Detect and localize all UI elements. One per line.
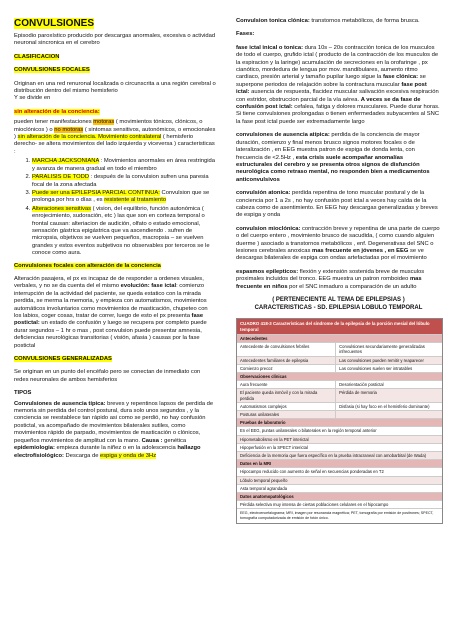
generalizadas-paragraph: Se originan en un punto del encéfalo pero se conectan de inmediato con redes neuronales de ambos hemisferios xyxy=(14,369,201,383)
clasificacion-heading: CLASIFICACION xyxy=(14,53,60,60)
table-row: Hipoperfusión en la SPECT interictal xyxy=(237,443,442,451)
table-row: Deficiencia de la memoria que fuera específico en la prueba intracraneal con amobarbital (de Wada) xyxy=(237,451,442,459)
table-row: El paciente queda inmóvil y con la mirada perdida Pérdida de memoria xyxy=(237,388,442,401)
table-section: Datos en la MRI xyxy=(237,459,442,467)
table-section: Pruebas de laboratorio xyxy=(237,418,442,426)
table-row: Antecedentes familiares de epilepsia Las convulsiones pueden remitir y reaparecer xyxy=(237,356,442,364)
con-alteracion-heading: Convulsiones focales con alteración de la conciencia xyxy=(14,262,161,269)
table-title: CUADRO 418-3 Características del síndrome de la epilepsia de la porción mesial del lóbulo temporal xyxy=(237,319,442,334)
fases-paragraph: fase ictal inical o tonica: dura 10s – 20s contracción tonica de los musculos de todo el cuerpo, grufido ictal ( producto de la contracción de los musculos de la espiracion y la laringe) acumulación de secreciones en la orofaringe , px cianótico, mordedura de lengua por mov. mandibulares, aumento ritmo cardiaco, presión arterial y tamaño pupilar luego sigue la fase clónica: se superpone periodos de relajación sobre la contractura muscular fase post ictal: ausencia de respuesta, flacidez muscular salivación excesiva respiración con estridor, obstruccion parcial de la vía aérea. A veces se da fase de confusión post ictal: cefalea, fatiga y dolores musculares. Puede durar horas. Si tiene convulsiones prolongadas o tienen enfermedades subyacentes al SNC la fase post ictal puede ser extremadamente largo xyxy=(236,44,440,125)
table-row: Pérdida selectiva muy intensa de ciertas poblaciones celulares en el hipocampo xyxy=(237,500,442,508)
table-row: Antecedente de convulsiones febriles Convulsiones secundariamente generalizadas infrecuentes xyxy=(237,342,442,355)
espasmos-paragraph: espasmos epilepticos: flexión y extensión sostenida breve de musculos proximales incluidos del tronco. EEG muestra un patron romboideo mas frecuente en niños por el SNC inmaduro a comparación de un adulto xyxy=(236,268,425,290)
list-item: 2. PARALISIS DE TODD : después de la convulsion sufren una paresia focal de la zona afectada xyxy=(32,174,216,189)
table-row: Asta temporal agrandada xyxy=(237,484,442,492)
table-row: Lóbulo temporal pequeño xyxy=(237,476,442,484)
list-item: 4. Alteraciones sensitivas ( vision, del equilibrio, función autonómica ( enrojecimiento, sudoración, etc ) las que son en corteza temporal o frontal causan: alteriacion de audición, olfato o estado emocional, sensación gástrica epigástrica que va ascendiendo . sufren de micropsia, objetivos se vuelven pequeños, macropsia – se vuelven grandes y estos eventos subjetivos no observables por terceros se le conoce como aura. xyxy=(32,206,216,258)
sin-alteracion-heading: sin alteración de la conciencia: xyxy=(14,108,100,115)
atonica-paragraph: convulsión atonica: perdida repentina de tono muscular postural y de la conciencia por 1 a 2s , no hay confusión post ictal a veces hay caída de la cabeza como de asentimiento. En EEG hay descargas generalizadas y breves de espiga y onda xyxy=(236,190,438,219)
right-column xyxy=(236,18,441,524)
focales-paragraph: Originan en una red renuronal localizada o circunscrita a una región cerebral o distribución dentro del mismo hemisferio xyxy=(14,80,216,95)
ausencia-paragraph: Convulsiones de ausencia típica: breves y repentinos lapsos de perdida de memoria sin perdida del control postural, dura solo unos segundos , y la conciencia se reestablece tan rápido asi como se perdió, no hay confusión postictal, va acompañado de movimientos bilaterales sutiles, como movimientos rápido de parpado, movimientos de masticación o clónicos, pequeños movimientos de amplitud con la mano. Causa : genética epidemiologia: empieza durante la niñez o en la adolescencia hallazgo electrofisiológico: Descarga de espiga y onda de 3Hz xyxy=(14,400,214,459)
left-column xyxy=(14,0,216,460)
table-row: En el EEG, puntas unilaterales o bilaterales en la región temporal anterior xyxy=(237,426,442,434)
mioclonica-paragraph: convulsion mioclónica: contracción breve y repentina de una parte de cuerpo o del cuerpo entero , movimiento brusco de sacudida, ( como cuando alguien duerme ) asociado a transtornos metabólicos , enf. Degenerativas del SNC o lesiones cerebrales anoxicas mas frecuente en jóvenes , en EEG se ve descargas bilaterales de espiga con ondas artefactadas por el movimiento xyxy=(236,225,440,262)
table-row: Automatismos complejos Disfasia (si hay foco en el hemisferio dominante) xyxy=(237,402,442,410)
table-row: Aura frecuente Desorientación postictal xyxy=(237,380,442,388)
table-section: Observaciones clínicas xyxy=(237,372,442,380)
sin-alteracion-paragraph: pueden tener manifestaciones motoras ( movimientos tónicos, clónicos, o mioclónicos ) o no motoras ( sintomas sensitivos, autonómicos, o emocionales ) sin alteración de la conciencia. Movimiento contralateral ( hemisferio derecho- se altera movimientos del lado izquierda y viceversa ) caracteristicas : xyxy=(14,119,216,155)
list-item: 1. MARCHA JACKSONIANA : Movimientos anormales en área restringida y avanza de manera gradual en todo el miembro xyxy=(32,158,216,173)
table-row: Hipocampo reducido con aumento de señal en secuencias ponderadas en T2 xyxy=(237,467,442,475)
tipos-heading: TIPOS xyxy=(14,390,32,397)
con-alteracion-paragraph: Alteración pasajera, el px es incapaz de de responder a ordenes visuales, verbales, y no se da cuenta del el mismo evolución: fase ictal: comienzo interrupción de la actividad del paciente, se queda estatico con la mirada perdida, se merma la memoria, y empieza con automatismos, movimientos automáticos involuntarios como movimientos de masticación, chupeteo con los labios, coger cosas, tratar de correr, luego de esto el px presenta fase postictal: un estado de confusión y luego se recupera por completo puede durar segundos – 1 hr o mas , post convulsion puede presentar amnesia, deficiencias neurológicas transitorias ( visión, afasia ) causas por la fase postictal xyxy=(14,275,208,349)
table-section: Antecedentes xyxy=(237,334,442,342)
section-subtitle-1: ( PERTENECIENTE AL TEMA DE EPILEPSIAS ) xyxy=(272,297,405,303)
list-item: 3. Puede ser una EPILEPSIA PARCIAL CONTINUA: Convulsion que se prolonga por hrs o días , es resistente al tratamiento xyxy=(32,190,216,205)
table-footnote: EEG, electroencefalograma; MRI, imagen por resonancia magnética; PET, tomografía por emisión de positrones; SPECT, tomografía computadorizada de emisión de fotón único. xyxy=(237,508,442,522)
generalizadas-heading: CONVULSIONES GENERALIZADAS xyxy=(14,356,112,363)
characteristics-list xyxy=(14,158,216,257)
table-row: Hipometabolismo en la PET interictal xyxy=(237,435,442,443)
focales-heading: CONVULSIONES FOCALES xyxy=(14,67,90,74)
page-title: CONVULSIONES xyxy=(14,18,95,29)
fases-heading: Fases: xyxy=(236,31,255,38)
intro-paragraph: Episodio paroxístico producido por descargas anormales, excesiva o actividad neuronal sincronica en el cerebro xyxy=(14,33,216,47)
section-subtitle-2: CARACTERISTICAS - SD. EPILEPSIA LOBULO TEMPORAL xyxy=(254,304,423,311)
table-section: Datos anatomopatológicos xyxy=(237,492,442,500)
table-row: Comienzo precoz Las convulsiones suelen ser intratables xyxy=(237,364,442,372)
focales-paragraph-2: Y se divide en xyxy=(14,95,51,102)
temporal-lobe-table xyxy=(236,318,443,523)
clonica-paragraph: Convulsion tonica clónica: transtornos metabólicos, de forma brusca. xyxy=(236,18,420,24)
table-row: Posturas unilaterales xyxy=(237,410,442,418)
atipica-paragraph: convulsiones de ausencia atípica: perdida de la conciencia de mayor duración, comienzo y final menos brusco signos motores focales o de lateralización , en EEG muestra patron de espiga de donda lenta, con frecuencia de <2.5Hz , esta crisis suele acompañar anomalías estructurales del cerebro y se presenta otros signos de disfunción neurológica como retraso mental, no responden bien a medicamentos anticonvulsivos xyxy=(236,132,430,183)
